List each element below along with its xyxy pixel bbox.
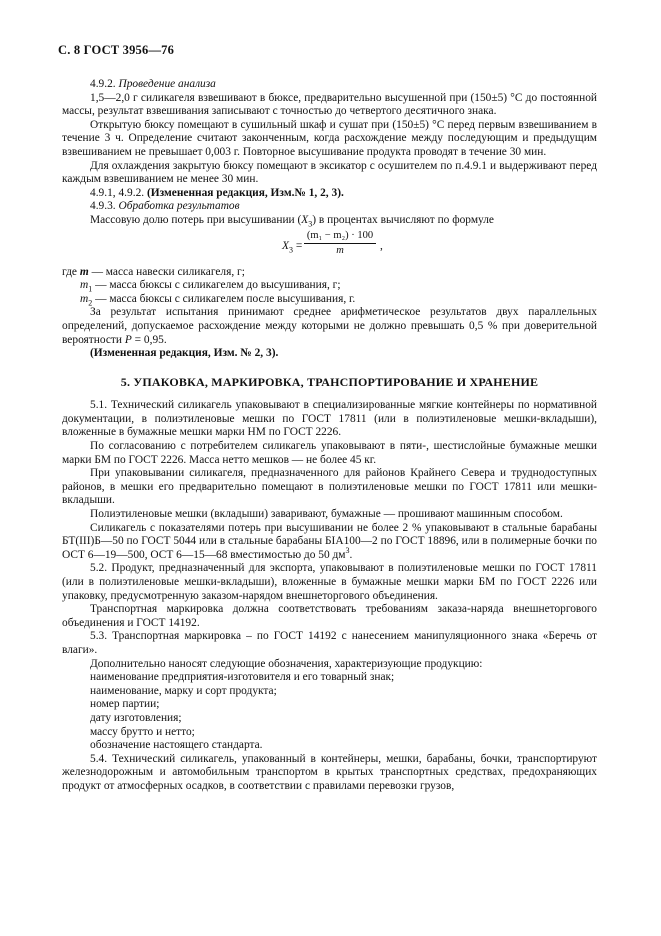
where-line [62, 266, 597, 280]
paragraph [62, 522, 597, 563]
section-5-title: 5. УПАКОВКА, МАРКИРОВКА, ТРАНСПОРТИРОВАНИЕ И ХРАНЕНИЕ [120, 374, 539, 389]
paragraph: При упаковывании силикагеля, предназначенного для районов Крайнего Севера и труднодоступных районов, в мешки его предварительно помещают в полиэтиленовые мешки по ГОСТ 17811 или мешки-вкладыши. [62, 467, 597, 507]
list-item: наименование предприятия-изготовителя и его товарный знак; [90, 671, 395, 684]
page-header: С. 8 ГОСТ 3956—76 [58, 43, 175, 57]
list-item: дату изготовления; [90, 711, 182, 724]
clause-number: 4.9.2. [90, 78, 116, 90]
paragraph: 5.1. Технический силикагель упаковывают в специализированные мягкие контейнеры по нормативной документации, в полиэтиленовые мешки по ГОСТ 17811 (или в полиэтиленовые мешки-вкладыши), вложенные в бумажные мешки марки НМ по ГОСТ 2226. [62, 399, 597, 439]
paragraph: Транспортная маркировка должна соответствовать требованиям заказа-наряда внешнеторгового объединения и ГОСТ 14192. [62, 603, 597, 629]
amendment-text: (Измененная редакция, Изм.№ 1, 2, 3). [146, 186, 344, 199]
where-line [62, 279, 597, 293]
text: — масса навески силикагеля, г; [91, 265, 245, 278]
paragraph [62, 214, 597, 228]
variable: X [301, 213, 309, 226]
superscript: 3 [345, 546, 350, 556]
list-item: массу брутто и нетто; [90, 725, 195, 738]
variable: X [282, 239, 289, 252]
clause-4-9-2-heading [62, 78, 597, 92]
text: где [62, 265, 77, 278]
list-item: обозначение настоящего стандарта. [90, 739, 263, 752]
paragraph: Дополнительно наносят следующие обозначения, характеризующие продукцию: [90, 657, 483, 670]
list-item: номер партии; [90, 698, 160, 711]
variable: m [80, 292, 89, 305]
variable: P [124, 333, 132, 346]
variable: m [79, 265, 89, 278]
amendment-clauses: 4.9.1, 4.9.2. [90, 186, 145, 199]
text: Силикагель с показателями потерь при высушивании не более 2 % упаковывают в стальные барабаны БТ(III)Б—50 по ГОСТ 5044 или в стальные барабаны БIА100—2 по ГОСТ 18896, или в полимерные бочки по ОСТ 6—19—500, ОСТ 6—15—68 вместимостью до 50 дм [62, 521, 597, 561]
text: . [349, 548, 353, 561]
formula-denominator: m [336, 244, 344, 256]
subscript: 1 [88, 284, 93, 294]
list-item: наименование, марку и сорт продукта; [90, 684, 277, 697]
text: = 0,95. [134, 333, 167, 346]
paragraph: 5.2. Продукт, предназначенный для экспорта, упаковывают в полиэтиленовые мешки по ГОСТ 17811 (или в полиэтиленовые мешки-вкладыши), вложенные в бумажные мешки марки БМ по ГОСТ 2226 или упаковку, предусмотренную заказом-нарядом внешнеторгового объединения. [62, 562, 597, 602]
formula-end: , [380, 239, 383, 252]
where-line [62, 293, 597, 307]
paragraph: Открытую бюксу помещают в сушильный шкаф и сушат при (150±5) °С перед первым взвешиванием в течение 3 ч. Определение считают законченным, когда расхождение между последующим и предыдущим взвешиванием не превышает 0,003 г. Повторное высушивание продукта проводят в течение 30 мин. [62, 118, 597, 158]
paragraph [62, 306, 597, 347]
paragraph: Полиэтиленовые мешки (вкладыши) заваривают, бумажные — прошивают машинным способом. [90, 508, 563, 521]
paragraph: По согласованию с потребителем силикагель упаковывают в пяти-, шестислойные бумажные мешки марки БМ по ГОСТ 2226. Масса нетто мешков — не более 45 кг. [62, 440, 597, 466]
clause-title: Проведение анализа [118, 78, 216, 90]
amendment-note: (Измененная редакция, Изм. № 2, 3). [90, 347, 279, 360]
clause-4-9-3-heading [62, 200, 597, 214]
formula [62, 230, 597, 264]
subscript: 3 [308, 219, 313, 229]
subscript: 3 [288, 244, 293, 254]
document-body [62, 78, 597, 794]
clause-number: 4.9.3. [90, 200, 116, 213]
text: — масса бюксы с силикагелем до высушивания, г; [95, 279, 341, 292]
text: — масса бюксы с силикагелем после высушивания, г. [95, 292, 356, 305]
paragraph: 1,5—2,0 г силикагеля взвешивают в бюксе, предварительно высушенной при (150±5) °С до постоянной массы, результат взвешивания записывают с точностью до четвертого десятичного знака. [62, 91, 597, 118]
paragraph: 5.3. Транспортная маркировка – по ГОСТ 14192 с нанесением манипуляционного знака «Беречь от влаги». [62, 630, 597, 656]
paragraph: 5.4. Технический силикагель, упакованный в контейнеры, мешки, барабаны, бочки, транспортируют железнодорожным и автомобильным транспортом в крытых транспортных средствах, предохраняющих продукт от атмосферных осадков, в соответствии с правилами перевозки грузов, [62, 752, 597, 792]
amendment-note [62, 187, 597, 201]
paragraph: Для охлаждения закрытую бюксу помещают в эксикатор с осушителем по п.4.9.1 и выдерживают перед каждым взвешиванием не менее 30 мин. [62, 159, 597, 186]
formula-lhs [282, 240, 302, 254]
clause-title: Обработка результатов [118, 200, 240, 213]
variable: m [80, 279, 89, 292]
subscript: 2 [88, 298, 93, 307]
text: ) в процентах вычисляют по формуле [312, 213, 494, 226]
formula-numerator: (m₁ − m₂) · 100 [304, 230, 376, 244]
formula-fraction [304, 230, 376, 257]
text: Массовую долю потерь при высушивании ( [90, 213, 302, 226]
equals-sign: = [292, 239, 303, 252]
text: За результат испытания принимают среднее арифметическое результатов двух параллельных определений, допускаемое расхождение между которыми не должно превышать 0,5 % при доверительной вероятности [62, 306, 597, 346]
